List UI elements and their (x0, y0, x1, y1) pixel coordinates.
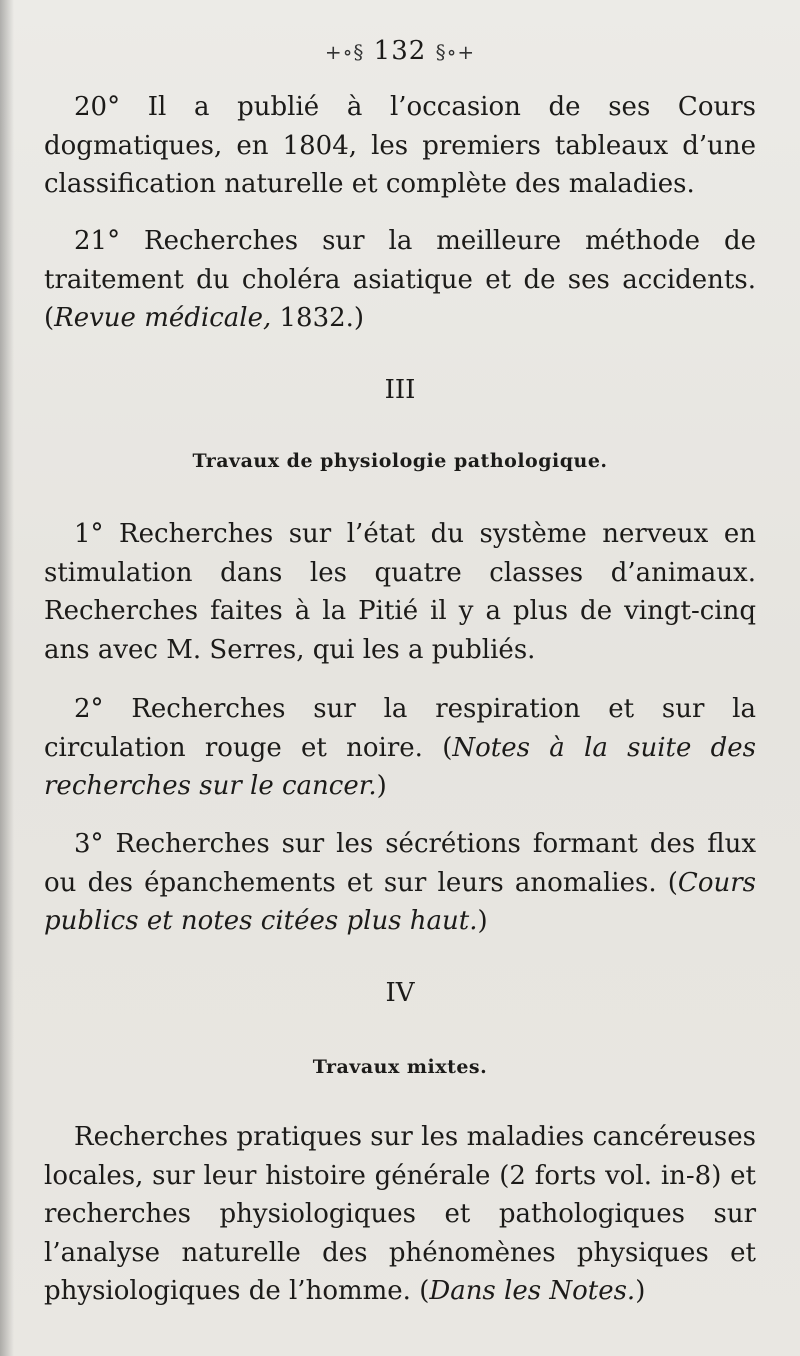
section-numeral-iii: III (384, 375, 416, 405)
ornament-left: +∘§ (324, 40, 365, 64)
section-title-physiologie: Travaux de physiologie pathologique. (192, 450, 608, 472)
section3-paragraph-2: 2° Recherches sur la respiration et sur la circulation rouge et noire. (Notes à la suite des recherches sur le cancer.) (44, 694, 756, 801)
page-gutter-shadow (0, 0, 14, 1356)
section-title-mixtes: Travaux mixtes. (312, 1056, 488, 1078)
ornament-right: §∘+ (435, 40, 476, 64)
section3-paragraph-3: 3° Recherches sur les sécrétions formant des flux ou des épanchements et sur leurs anomalies. (Cours publics et notes citées plus haut.) (44, 829, 756, 936)
paragraph-20: 20° Il a publié à l’occasion de ses Cours dogmatiques, en 1804, les premiers tableaux d’une classification naturelle et complète des maladies. (44, 92, 756, 199)
section4-paragraph-1: Recherches pratiques sur les maladies cancéreuses locales, sur leur histoire générale (2 forts vol. in-8) et recherches physiologiques et pathologiques sur l’analyse naturelle des phénomènes physiques et physiologiques de l’homme. (Dans les Notes.) (44, 1122, 756, 1306)
section3-paragraph-1: 1° Recherches sur l’état du système nerveux en stimulation dans les quatre classes d’animaux. Recherches faites à la Pitié il y a plus de vingt-cinq ans avec M. Serres, qui les a publiés. (44, 519, 756, 665)
section-numeral-iv: IV (385, 978, 415, 1008)
page-header (0, 36, 800, 66)
paragraph-21: 21° Recherches sur la meilleure méthode de traitement du choléra asiatique et de ses accidents. (Revue médicale, 1832.) (44, 226, 756, 333)
page-number: 132 (373, 36, 427, 66)
